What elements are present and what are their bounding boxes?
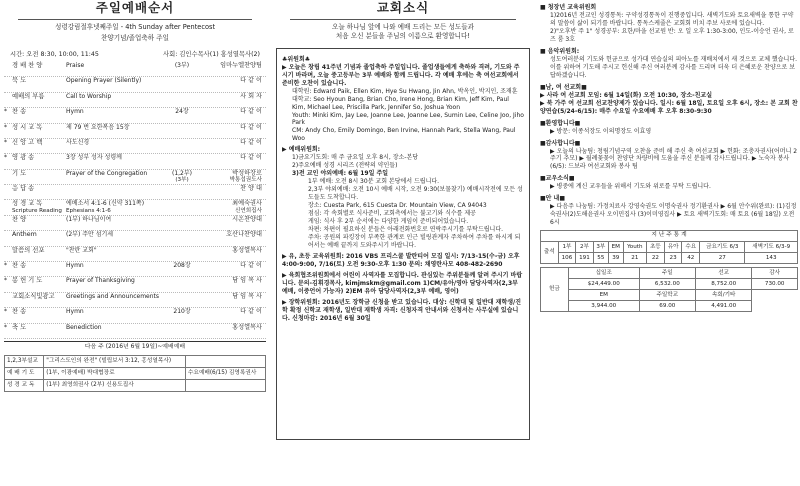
outdoor-rides: 차편: 차편이 필요하신 분들은 아래전화번호로 연락주시기를 부탁드립니다.	[308, 226, 504, 234]
attendance-table	[540, 230, 798, 264]
offering-header-cell: EM	[568, 290, 639, 301]
church-news-column	[276, 0, 530, 486]
next-week-table	[4, 355, 266, 392]
offering-table	[540, 267, 798, 312]
graduates-college: 대학교: Seo Hyoun Bang, Brian Cho, Irene Hong, Brian Kim, Jeff Kim, Paul Kim, Michael Lee, Priscilla Park, Jennifer So, Joshua Yoon	[292, 95, 509, 111]
visitors-note: ▶ 방문: 이종석장도 이의명장도 이효영	[550, 127, 652, 135]
service-item-name	[12, 62, 66, 70]
church-news-title: 교회소식	[376, 0, 430, 15]
service-item	[4, 185, 266, 200]
service-item-leader	[202, 108, 266, 116]
service-item-detail-text: Opening Prayer (Silently)	[66, 77, 142, 85]
next-week-cell: 성 경 교 독	[5, 380, 44, 392]
service-item-leader-text: 호산나찬양대	[226, 231, 262, 239]
service-item-name-text-2: Scripture Reading	[12, 208, 62, 215]
service-item	[4, 231, 266, 246]
service-item-note-text: 208장	[173, 262, 191, 270]
service-item-detail	[66, 247, 162, 255]
service-item-leader-text: 찬 양 대	[240, 185, 262, 193]
service-item-detail-text: (1부) 하나님이여	[66, 215, 112, 223]
next-week-row	[5, 380, 266, 392]
offering-header-cell: 선교	[696, 268, 752, 279]
sermon-series: 2)주요예배 성경 시리즈 (전략의 약인들)	[292, 162, 398, 170]
service-item-leader-text-2: 박통섭권도사	[229, 177, 262, 184]
attendance-value-cell: 22	[647, 253, 665, 264]
service-item	[4, 108, 266, 123]
norcal-mission-note: ▶ 북 가주 여 선교회 선교찬양제가 있습니다. 일시: 6월 18일, 토요일 오후 6시, 장소: 본 교회 찬양연습(5/24-6/15): 매주 수요일 수요예배 후 오후 8:30-9:30	[540, 99, 798, 115]
service-item	[4, 324, 266, 339]
welcome-heading: ■환영합니다■	[540, 119, 581, 127]
service-item-leader-text: 임마누엘찬양팀	[220, 61, 262, 69]
service-item-note-text: (1,2부)	[171, 169, 193, 177]
service-item-leader-text: 담 임 목 사	[232, 292, 262, 300]
standing-mark-text: *	[4, 262, 7, 270]
service-item-leader	[202, 93, 266, 101]
service-item-detail-text: Praise	[66, 61, 85, 69]
adult-education-heading: ■ 청장년 교육위원회	[540, 4, 597, 11]
service-item-name-text: 찬 양	[12, 215, 27, 223]
service-item	[4, 154, 266, 169]
attendance-value-cell: 21	[623, 253, 647, 264]
mission-heading: ■남, 여 선교회■	[540, 83, 587, 91]
attendance-header-cell: 1부	[558, 242, 576, 253]
service-item-detail	[66, 139, 162, 147]
service-item-name-text: 응 답 송	[12, 185, 35, 193]
children-minister-note: ▶ 육회협조위원회에서 어린이 사역자를 모집합니다. 관심있는 주위분들께 알려 주시기 바랍니다. 문의-김휘경목사, kimjmskm@gmail.com 1)CM/유아/영아 담당사역자(2,3부 예배, 이중언어 가능자) 2)EM 유아 담당사역자(2,3부 예배, 영어)	[282, 271, 523, 295]
next-week-row	[5, 356, 266, 368]
attendance-value-cell: 143	[745, 253, 798, 264]
service-item-leader	[202, 247, 266, 255]
info-note: ▶ 다음주 나눔팀: 가정치료사 강영숙권도 이명숙권사 정기환권사 ▶ 6월 안수위(완료): (1)김정숙권사(2)도해윤권사 오이민집사 (3)이미영집사 ▶ 토요 새벽기도회: 매 토요 (6월 18일) 오전 6시	[550, 203, 797, 227]
next-week-cell: "그리스도인의 완전" (빌립보서 3:12, 홍성열목사)	[44, 356, 186, 368]
service-item-leader	[202, 324, 266, 332]
attendance-title: 지 난 주 통 계	[541, 231, 798, 242]
music-committee-heading: ■ 음악위원회:	[540, 47, 580, 55]
offering-header-cell: 속회/기타	[696, 290, 752, 301]
service-item-name	[12, 77, 66, 85]
service-item-name	[12, 124, 66, 132]
next-week-cell	[185, 380, 265, 392]
service-item-leader-text: 홍성열목사	[232, 323, 262, 331]
order-of-service-column	[4, 0, 266, 486]
service-item-note	[162, 262, 202, 270]
offering-header-cell: 십일조	[568, 268, 639, 279]
service-item	[4, 170, 266, 185]
service-item-detail	[66, 93, 162, 101]
attendance-header-cell: 2부	[576, 242, 594, 253]
graduates-youth: Youth: Minki Kim, Jay Lee, Joanne Lee, Joanne Lee, Sumin Lee, Celine Joo, Jiho Park	[292, 111, 524, 127]
service-item-detail-text-2: Ephesians 4:1-6	[66, 207, 111, 214]
service-item-detail	[66, 108, 162, 116]
service-item-name-text: 축 도	[12, 323, 27, 331]
service-item-name-text: 교회소식및광고	[12, 292, 55, 300]
service-item-leader	[202, 200, 266, 215]
next-week-cell: (1부) 최영희권사 (2부) 신용도집사	[44, 380, 186, 392]
attendance-value-cell: 55	[593, 253, 608, 264]
offering-header-cell: 주일	[639, 268, 695, 279]
offering-value-cell: 730.00	[752, 279, 798, 290]
service-item-name	[12, 93, 66, 101]
next-week-cell	[185, 356, 265, 368]
friday-prayer: 1)금요기도회: 매 주 금요일 오후 8시, 장소-본당	[292, 154, 419, 162]
attendance-value-cell: 23	[664, 253, 682, 264]
news-box	[276, 48, 530, 440]
service-item-leader-text-2: 신연희집사	[234, 208, 262, 215]
service-item-name-text: 경 배 찬 양	[12, 61, 43, 69]
service-item-leader	[202, 308, 266, 316]
service-item-name	[12, 277, 66, 285]
service-item-detail	[66, 124, 162, 132]
service-item	[4, 308, 266, 323]
standing-mark-text: *	[4, 308, 7, 316]
service-item-note-text: 24장	[175, 108, 189, 116]
service-item-detail	[66, 324, 162, 332]
service-item-leader	[202, 139, 266, 147]
attendance-label: 출석	[541, 242, 559, 264]
service-item-leader	[202, 262, 266, 270]
service-item-leader-text: 다 같 이	[240, 77, 262, 85]
offering-value-cell: 4,491.00	[696, 301, 752, 312]
service-item-leader-text: 다 같 이	[240, 138, 262, 146]
outdoor-first-service: 1부 예배: 오전 8시 30분 교회 본당에서 드립니다.	[308, 178, 440, 186]
offering-value-cell: 8,752.00	[696, 279, 752, 290]
service-item-leader-text: 다 같 이	[240, 108, 262, 116]
service-item-note-text-2: (3부)	[175, 177, 189, 184]
thanks-note: ▶ 오늘의 나눔팀: 청림기념구역 오찬을 준비 해 주신 축 여선교회 ▶ 헌화: 조충자권사(어머니 2주기 추모) ▶ 월례꽃꽂이 찬양단 차량비에 도움을 주신 분들께 감사드립니다. ▶ 노숙자 봉사(6/5): 드보라 여선교회와 봉사 팀	[550, 147, 798, 171]
service-item-name	[12, 108, 66, 116]
graduates-cm: CM: Andy Cho, Emily Domingo, Ben Irvine, Hannah Park, Stella Wang, Paul Woo	[292, 127, 516, 143]
service-item-leader-text: 다 같 이	[240, 262, 262, 270]
service-item-leader	[202, 170, 266, 185]
service-item-leader-text: 다 같 이	[240, 123, 262, 131]
service-item	[4, 139, 266, 154]
service-item-detail-text: Hymn	[66, 308, 84, 316]
service-item-detail	[66, 62, 162, 70]
attendance-header-cell: 3부	[593, 242, 608, 253]
service-item	[4, 277, 266, 292]
announcements-column	[540, 0, 798, 486]
service-time: 시간: 오전 8:30, 10:00, 11:45	[10, 51, 99, 59]
attendance-value-cell: 106	[558, 253, 576, 264]
service-item-name	[12, 139, 66, 147]
standing-mark-text: *	[4, 108, 7, 116]
service-item-name	[12, 262, 66, 270]
service-item-detail-text: Benediction	[66, 323, 102, 331]
service-item-name-text: 찬 송	[12, 308, 27, 316]
service-item	[4, 93, 266, 108]
standing-mark	[4, 262, 12, 270]
service-item-detail	[66, 200, 162, 214]
attendance-header-cell: Youth	[623, 242, 647, 253]
outdoor-second-service: 2,3부 야외예배: 오전 10시 예배 시작, 오전 9:30(보물찾기) 예배시작전에 모든 성도들도 도착합니다.	[308, 186, 523, 202]
next-week-heading: 다음 주 (2016년 6월 19일)~예배예배	[4, 341, 266, 351]
service-item	[4, 200, 266, 215]
offering-value-cell: 69.00	[639, 301, 695, 312]
next-week-cell: (1부, 이광예배) 박대협장로	[44, 368, 186, 380]
service-item	[4, 293, 266, 308]
elementary-education-note: ▶ 유, 초등 교육위원회: 2016 VBS 프리스쿨 발란티어 모집 일시: 7/13-15(수-금) 오후 4:00-9:00, 7/16(토) 오전 9:30-오후 1:30 문의: 채영란사모 408-482-2690	[282, 252, 520, 268]
service-item-name-text: 봉 헌 기 도	[12, 277, 43, 285]
service-item-name-text: 기 도	[12, 169, 27, 177]
service-item-detail-text: (2부) 주만 섬기세	[66, 231, 114, 239]
service-item-leader	[202, 185, 266, 193]
attendance-header-cell: 수요	[682, 242, 700, 253]
service-item-detail-text: 3장 성부 성자 성령께	[66, 154, 122, 162]
service-time-row	[4, 51, 266, 59]
service-item-name-text: 성 시 교 독	[12, 123, 43, 131]
standing-mark-text: *	[4, 123, 7, 131]
offering-header-cell: 주일학교	[639, 290, 695, 301]
outdoor-games: 게임: 식사 후 2부 순서에는 다양한 게임이 준비되어있습니다.	[308, 218, 469, 226]
service-item-note	[162, 170, 202, 184]
standing-mark-text: *	[4, 154, 7, 162]
offering-value-cell: 6,532.00	[639, 279, 695, 290]
service-item-detail	[66, 231, 162, 239]
committee-heading: ♣위원회♣	[282, 55, 311, 63]
service-item-detail-text: Prayer of Thanksgiving	[66, 277, 135, 285]
attendance-header-cell: EM	[609, 242, 624, 253]
service-item-name	[12, 154, 66, 162]
next-week-cell: 예 배 기 도	[5, 368, 44, 380]
standing-mark	[4, 124, 12, 132]
service-item-name	[12, 293, 66, 301]
music-committee-note: 성도여러분의 기도와 헌금으로 성가대 연습실의 피아노를 재배치에서 새 것으로 교체 했습니다. 이를 위하여 기도해 주시고 헌신해 주신 여러분께 감사를 드리며 더욱 더 은혜로운 찬양으로 보답하겠습니다.	[550, 55, 798, 79]
service-item-note	[162, 108, 202, 116]
title-divider	[290, 19, 516, 20]
service-item-detail-text: Call to Worship	[66, 92, 112, 100]
service-item-detail-text: Greetings and Announcements	[66, 292, 160, 300]
service-item-detail-text: "찬란 교회"	[66, 246, 97, 254]
attendance-header-cell: 초등	[647, 242, 665, 253]
service-list	[4, 62, 266, 339]
service-item	[4, 62, 266, 77]
standing-mark	[4, 277, 12, 285]
service-item	[4, 216, 266, 231]
standing-mark-text: *	[4, 277, 7, 285]
service-item-detail	[66, 170, 162, 178]
service-item-leader-text: 사 회 자	[240, 92, 262, 100]
service-item-leader	[202, 124, 266, 132]
service-subtitle: 성령강림절후넷째주일 - 4th Sunday after Pentecost	[54, 22, 216, 31]
service-item-leader-text: 시온찬양대	[232, 215, 262, 223]
sarah-mission-note: ▶ 사라 여 선교회 모임: 6월 14일(화) 오전 10:30, 장소-친교실	[540, 91, 713, 99]
outdoor-lunch: 점심: 각 속회별로 식사준비, 교회측에서는 불고기와 식수를 제공	[308, 210, 476, 218]
welcome-line-1: 오늘 하나님 앞에 나와 예배 드리는 모든 성도들과	[331, 22, 475, 31]
service-item-leader-text: 최예숙권사	[232, 200, 262, 208]
members-news-note: ▶ 병중에 계신 교우들을 위해서 기도와 위로를 부탁 드립니다.	[550, 183, 711, 191]
service-item-detail	[66, 308, 162, 316]
service-item-name-text: 성 경 교 독	[12, 200, 43, 208]
service-item-name	[12, 200, 66, 215]
title-divider	[18, 19, 252, 20]
service-item-leader-text: 다 같 이	[240, 154, 262, 162]
attendance-value-cell: 42	[682, 253, 700, 264]
bible-reading-note: 1)2016년 전교인 성경통독: 구약성경통독이 진행중입니다. 새벽기도와 토요새벽을 통한 구약의 말씀이 삶이 되기를 바랍니다. 통독스케줄은 교회회 비치 주보 사로에 있습니다.	[550, 11, 794, 27]
service-item-name-text: 찬 송	[12, 108, 27, 116]
service-item-note	[162, 308, 202, 316]
service-item-detail-text: 사도신경	[66, 138, 90, 146]
service-item-leader-text: 홍성열목사	[232, 246, 262, 254]
bible-study-note: 2)"오후반 주 1" 성경공부: 요한/마을 선교원 반: 오 일 오후 1:30-3:00, 인도-이승언 권사, 로즈 룸 3호	[550, 27, 794, 43]
service-item-detail-text: Hymn	[66, 108, 84, 116]
service-presider: 사회: 김인수목사(1) 홍성열목사(2)	[163, 51, 260, 59]
service-item-detail	[66, 293, 162, 301]
offering-label: 헌금	[541, 268, 569, 312]
service-item-leader	[202, 277, 266, 285]
service-item	[4, 77, 266, 92]
attendance-header-cell: 새벽기도 6/3-9	[745, 242, 798, 253]
members-news-heading: ■교우소식■	[540, 175, 575, 183]
info-heading: ■안 내■	[540, 195, 566, 203]
service-item-name	[12, 231, 66, 239]
service-item-leader	[202, 154, 266, 162]
service-item-name-text: 예배의 부름	[12, 92, 45, 100]
service-item-note-text: (3부)	[174, 61, 190, 69]
service-item-note-text: 210장	[173, 308, 191, 316]
graduates-grad: 대학원: Edward Paik, Ellen Kim, Hye Su Hwang, Jin Ahn, 박옥인, 박지인, 조재훈	[292, 87, 518, 95]
standing-mark	[4, 308, 12, 316]
offering-header-cell: 감사	[752, 268, 798, 279]
outdoor-location: 장소: Cuesta Park, 615 Cuesta Dr. Mountain View, CA 94043	[308, 202, 487, 210]
order-of-service-title: 주일예배순서	[95, 0, 175, 15]
standing-mark-text: *	[4, 138, 7, 146]
service-item-leader	[202, 293, 266, 301]
service-item	[4, 247, 266, 262]
thanks-heading: ■감사합니다■	[540, 139, 581, 147]
service-item-name	[12, 247, 66, 255]
service-item-name-text: 찬 송	[12, 262, 27, 270]
service-item-leader-text: 담 임 목 사	[232, 277, 262, 285]
next-week-cell: 1,2,3부설교	[5, 356, 44, 368]
standing-mark	[4, 324, 12, 332]
service-item-name-text: 말씀의 선포	[12, 246, 45, 254]
service-item-leader-text: 박성하장로	[232, 169, 262, 177]
service-item-name-text: 묵 도	[12, 77, 27, 85]
standing-mark	[4, 139, 12, 147]
service-item-note	[162, 62, 202, 70]
service-item-detail-text: 에베소서 4:1-6 (신약 311쪽)	[66, 200, 145, 208]
service-item-detail	[66, 277, 162, 285]
service-item-name	[12, 324, 66, 332]
service-item-detail	[66, 154, 162, 162]
service-item-detail	[66, 77, 162, 85]
service-item-leader	[202, 77, 266, 85]
service-item-name-text: Anthem	[12, 231, 37, 239]
attendance-header-cell: 유아	[664, 242, 682, 253]
service-item-leader-text: 다 같 이	[240, 308, 262, 316]
attendance-header-cell: 금요기도 6/3	[700, 242, 745, 253]
service-item-leader	[202, 231, 266, 239]
service-item-leader	[202, 216, 266, 224]
attendance-value-cell: 191	[576, 253, 594, 264]
outdoor-service: 3)전 교인 야외예배: 6월 19일 주일	[292, 170, 389, 178]
service-item-leader	[202, 62, 266, 70]
offering-value-cell: 3,944.00	[568, 301, 639, 312]
service-item-detail-text: Hymn	[66, 262, 84, 270]
service-item-name-text: 신 앙 고 백	[12, 138, 43, 146]
service-item-name	[12, 216, 66, 224]
next-week-cell: 수요예배(6/15) 김영록권사	[185, 368, 265, 380]
outdoor-parking: 주차: 공원의 파킹장이 부족한 관계로 인근 빌링관계자 주차하여 주차를 하시게 되어서는 예배 끝까지 도와주시기 바랍니다.	[308, 234, 521, 249]
anniversary-note: ▶ 오늘은 창립 41주년 기념과 졸업축하 주일입니다. 졸업생들에게 축하와 격려, 기도와 주시기 바라며, 오늘 중고등부는 3부 예배와 함께 드립니다. 각 예배 후에는 축 여선교회에서 준비한 오찬이 있습니다.	[282, 63, 520, 87]
worship-committee-heading: ▶ 예배위원회:	[282, 146, 321, 154]
attendance-value-cell: 27	[700, 253, 745, 264]
service-item-name	[12, 308, 66, 316]
service-subtitle-2: 찬양기념/졸업축하 주일	[100, 33, 169, 42]
standing-mark-text: *	[4, 323, 7, 331]
standing-mark	[4, 154, 12, 162]
service-item-detail	[66, 216, 162, 224]
service-item	[4, 124, 266, 139]
service-item	[4, 262, 266, 277]
attendance-value-cell: 39	[609, 253, 624, 264]
service-item-detail	[66, 262, 162, 270]
offering-value-cell: $24,449.00	[568, 279, 639, 290]
next-week-row	[5, 368, 266, 380]
standing-mark	[4, 108, 12, 116]
service-item-detail-text: Prayer of the Congregation	[66, 169, 148, 177]
welcome-line-2: 처음 오신 분들을 주님의 이름으로 환영합니다!	[335, 32, 471, 41]
scholarship-note: ▶ 장학위원회: 2016년도 장학금 신청을 받고 있습니다. 대상: 신학대 및 일반대 재학생/진학 확정 신학교 재학생, 일반대 재학생 자격: 신청자격 안내서와 신청서는 사무실에 있습니다. 신청마감: 2016년 6월 30일	[282, 298, 522, 322]
service-item-detail-text: 제 79 번 요한복음 15장	[66, 123, 130, 131]
service-item-name-text: 영 광 송	[12, 154, 35, 162]
service-item-name	[12, 170, 66, 178]
welcome-message	[276, 23, 530, 42]
service-item-name	[12, 185, 66, 193]
